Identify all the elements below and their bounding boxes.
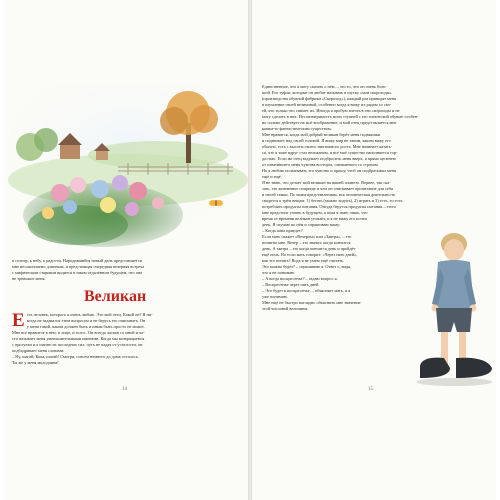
text-line: Единственное, что я могу сказать о нём, – это то, что он очень боль- xyxy=(262,84,387,89)
text-line: но сильно действует на моё воображение, и мой отец представляется мне xyxy=(262,120,397,125)
text-line: не тревожит меня. xyxy=(12,276,46,281)
page-number-left: 14 xyxy=(122,387,127,392)
chapter-title: Великан xyxy=(84,288,147,305)
text-line: этой числовой величины. xyxy=(262,306,309,311)
text-line: могу сделать в них. Несоизмеримость моих ступней с его гигантской обувью особен- xyxy=(262,114,419,119)
butterfly xyxy=(209,200,223,206)
right-page xyxy=(252,0,496,500)
text-line: зать, это жизненное поприще и чем он снискивает пропитание для себя xyxy=(262,186,394,191)
garden-illustration xyxy=(8,85,248,250)
right-text-top xyxy=(262,84,488,210)
text-line: каким-то фантастическим существом. xyxy=(262,126,332,131)
text-line: Если мать скажет «Вечером» или «Завтра», – это xyxy=(262,234,352,239)
text-line: Это можно будет? – спрашиваю я. Ответ о, видя, xyxy=(262,264,352,269)
text-line: с прогулки и я шагаю из последних сил, чуть не падая от усталости, он xyxy=(12,342,143,347)
text-line: Ты же у меня молодчина! xyxy=(12,360,59,365)
text-line: время от времени великан уезжает, и я не вижу его почти xyxy=(262,216,367,221)
text-line: – Это будет в воскресенье, – объясняет мать, и я xyxy=(262,288,351,293)
text-line: сть человек, которого я очень люблю. Это мой отец. Какой он? Я ни- xyxy=(26,312,153,317)
text-line: ещё ночь. Но если мать говорит: «Через пять дней», xyxy=(262,252,358,257)
text-line: мне предстоит узнать в будущем, а пока я знаю лишь, что xyxy=(262,210,368,215)
big-shoe xyxy=(420,358,450,378)
text-line: Мне ещё не быстро наглядно объяснить мне значение xyxy=(262,300,361,305)
big-shoe xyxy=(456,358,492,378)
text-line: от охватившего меня чувства восторга, смешанного со страхом. xyxy=(262,162,379,167)
text-line: потреблять продукты питания. Откуда берутся продукты питания – этого xyxy=(262,204,397,209)
text-line: ей, кто только что снимет их. Иногда я пробую влезть в эти скороходы и не xyxy=(262,108,400,113)
text-line: понятно мне. Вечер – это значит, когда кончится xyxy=(262,240,351,245)
chapter-body xyxy=(12,312,240,366)
text-line: – Воскресенье через пять дней. xyxy=(262,282,320,287)
text-line: ся, что я тоже вдруг стал великаном, и всё моё существо наполняется гор- xyxy=(262,150,398,155)
text-line: шой. Его туфли, которые он любит называть в шутку «мои скороходы» xyxy=(262,90,392,95)
text-line: уже понимаю. xyxy=(262,294,288,299)
boy-illustration xyxy=(412,228,496,398)
text-line: обычно, есть с высоты своего ничтожного роста. Мне начинает казать- xyxy=(262,144,393,149)
text-line: в изумление своей величиной, особенно когда я вижу их рядом со сво- xyxy=(262,102,392,107)
left-page xyxy=(4,0,248,500)
intro-paragraph xyxy=(12,258,240,282)
text-line: подбадривает меня словами: xyxy=(12,348,65,353)
text-line: с мифическим стариком видится в таком отдалённом будущем, что она xyxy=(12,270,143,275)
text-line: Мне нравится, когда мой добрый великан берёт меня подмышки xyxy=(262,132,381,137)
text-line: когда не задавался этим вопросом и не берусь его описывать. Он xyxy=(26,318,146,323)
text-line: день. А завтра – это когда кончится день и пройдёт xyxy=(262,246,356,251)
text-line: сто называет меня уменьшительными именами. Когда мы возвращаемся xyxy=(12,336,145,341)
text-line: – А когда воскресенье? – задаю вопрос я. xyxy=(262,276,338,281)
text-line: и своей семьи. По моим представлениям, вся человеческая деятельность xyxy=(262,192,396,197)
text-line: к солнцу, к небу, к радости. Народившийся новый день представляется xyxy=(12,258,142,263)
text-line: – Когда папа приедет? xyxy=(262,228,303,233)
text-line: у меня такой, каким должен быть и иным быть просто не может. xyxy=(26,324,145,329)
text-line: и поднимает над своей головой. Я вижу мир не таким, каким вижу его xyxy=(262,138,391,143)
text-line: что я не понимаю. xyxy=(262,270,296,275)
right-text-narrow xyxy=(262,210,412,312)
text-line: как это понять? Вода я не умею ещё считать. xyxy=(262,258,345,263)
text-line: Но я люблю испытывать это чувство и прошу, чтоб он подбрасывал меня xyxy=(262,168,396,173)
text-line: Я не знаю, что делает мой великан на нашей планете. Вернее, так ска- xyxy=(262,180,391,185)
text-line: Мне всё нравится в нём: и лицо, и голос. Он всегда ласков со мной и ча- xyxy=(12,330,145,335)
drop-cap: Е xyxy=(12,310,25,331)
text-line: – Ну, шагай, Кока, шагай! Смотри, совсем немного до дома осталось. xyxy=(12,354,139,359)
text-line: достью. Если же отец вздумает подбросить меня вверх, я прямо цепенею xyxy=(262,156,396,161)
page-number-right: 15 xyxy=(368,387,373,392)
text-line: ещё и ещё. xyxy=(262,174,282,179)
text-line: день. Я скучаю по нём и спрашиваю маму: xyxy=(262,222,341,227)
text-line: (производства обувной фабрики «Скороход»), каждый раз приводят меня xyxy=(262,96,397,101)
text-line: мне несокончаемо длинным, и предстоящая очередная вечерняя встреча xyxy=(12,264,145,269)
text-line: сводится к трём вещам: 1) бегать (можно ходить), 2) играть и 3) есть, то есть xyxy=(262,198,403,203)
